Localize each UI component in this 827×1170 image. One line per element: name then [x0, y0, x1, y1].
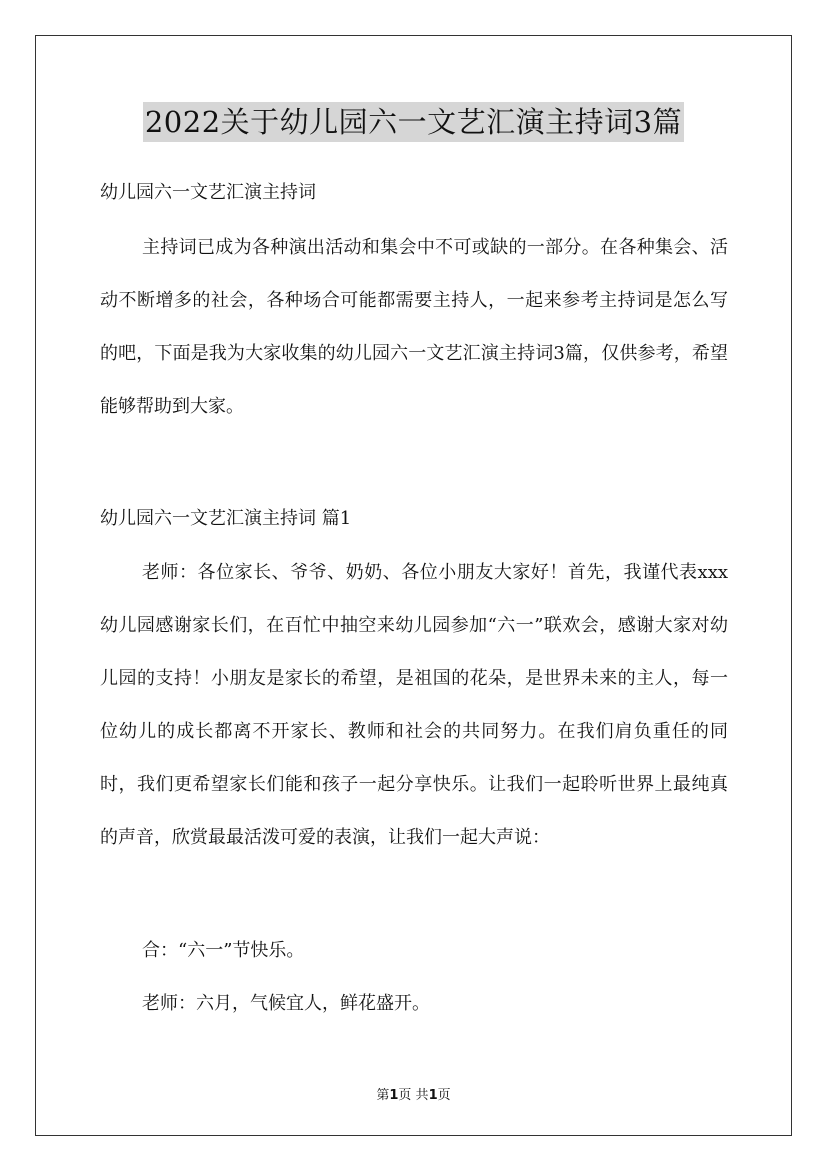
- footer-middle: 页 共: [398, 1088, 429, 1103]
- footer-suffix: 页: [437, 1088, 451, 1103]
- body-paragraph: 合：“六一”节快乐。: [142, 940, 305, 961]
- intro-paragraph: 主持词已成为各种演出活动和集会中不可或缺的一部分。在各种集会、活动不断增多的社会，各种场合可能都需要主持人，一起来参考主持词是怎么写的吧，下面是我为大家收集的幼儿园六一文艺汇演主持词3篇，仅供参考，希望能够帮助到大家。: [100, 237, 728, 417]
- footer-prefix: 第: [376, 1088, 390, 1103]
- page-number: 1: [389, 1088, 399, 1103]
- title-container: [0, 102, 827, 142]
- body-paragraph: 老师：六月，气候宜人，鲜花盛开。: [142, 993, 430, 1014]
- document-title: 2022关于幼儿园六一文艺汇演主持词3篇: [143, 102, 684, 142]
- section-heading: 幼儿园六一文艺汇演主持词 篇1: [100, 508, 352, 529]
- page-total: 1: [428, 1088, 438, 1103]
- section-heading: 幼儿园六一文艺汇演主持词: [100, 182, 316, 203]
- page-footer: [0, 1084, 827, 1103]
- body-paragraph: 老师：各位家长、爷爷、奶奶、各位小朋友大家好！首先，我谨代表xxx幼儿园感谢家长们，在百忙中抽空来幼儿园参加“六一”联欢会，感谢大家对幼儿园的支持！小朋友是家长的希望，是祖国的花朵，是世界未来的主人，每一位幼儿的成长都离不开家长、教师和社会的共同努力。在我们肩负重任的同时，我们更希望家长们能和孩子一起分享快乐。让我们一起聆听世界上最纯真的声音，欣赏最最活泼可爱的表演，让我们一起大声说：: [100, 562, 728, 848]
